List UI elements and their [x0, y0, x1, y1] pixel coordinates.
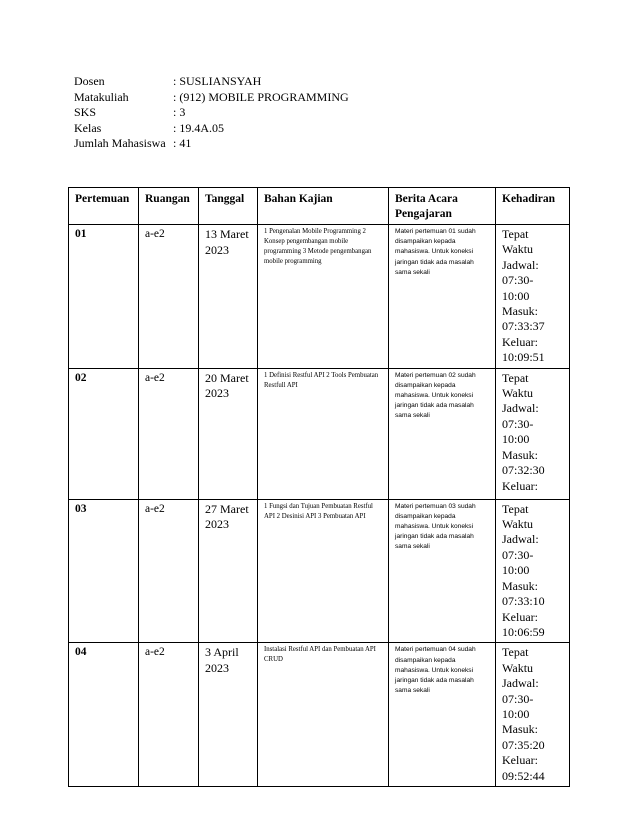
kehadiran-line: 07:33:37 — [502, 319, 545, 334]
kehadiran-line: Waktu — [502, 660, 534, 675]
info-row-matakuliah — [74, 90, 349, 106]
table-row — [69, 225, 570, 369]
col-header-tanggal: Tanggal — [199, 188, 258, 225]
kehadiran-line: 07:30- — [502, 416, 534, 431]
berita-acara-cell: Materi pertemuan 02 sudah disampaikan kepada mahasiswa. Untuk koneksi jaringan tidak ada masalah sama sekali — [389, 368, 496, 499]
kehadiran-line: Masuk: — [502, 447, 538, 462]
kehadiran-line: Masuk: — [502, 722, 538, 737]
ruangan-cell: a-e2 — [139, 368, 199, 499]
bahan-kajian-cell: 1 Definisi Restful API 2 Tools Pembuatan Restfull API — [258, 368, 389, 499]
kehadiran-line: Tepat — [502, 501, 529, 516]
ruangan-cell: a-e2 — [139, 499, 199, 643]
kehadiran-line: 07:30- — [502, 273, 534, 288]
kehadiran-line: Tepat — [502, 370, 529, 385]
pertemuan-cell: 02 — [69, 368, 139, 499]
jumlah-mahasiswa-value: : 41 — [173, 136, 192, 150]
jumlah-mahasiswa-label: Jumlah Mahasiswa — [74, 136, 166, 150]
kehadiran-line: 07:35:20 — [502, 737, 545, 752]
col-header-pertemuan: Pertemuan — [69, 188, 139, 225]
kehadiran-cell — [496, 499, 570, 643]
kehadiran-line: 09:52:44 — [502, 768, 545, 783]
pertemuan-cell: 04 — [69, 643, 139, 787]
col-header-bahan-kajian: Bahan Kajian — [258, 188, 389, 225]
kehadiran-line: Tepat — [502, 227, 529, 241]
kehadiran-line: Keluar: — [502, 753, 538, 768]
kehadiran-line: Masuk: — [502, 578, 538, 593]
kehadiran-cell — [496, 643, 570, 787]
info-row-jumlah-mahasiswa — [74, 136, 349, 152]
kehadiran-line: 07:30- — [502, 547, 534, 562]
kehadiran-line: 10:00 — [502, 288, 530, 303]
tanggal-cell: 3 April 2023 — [199, 643, 258, 787]
kehadiran-line: Tepat — [502, 645, 529, 660]
sks-value: : 3 — [173, 105, 186, 119]
kehadiran-line: Jadwal: — [502, 532, 539, 547]
table-row — [69, 643, 570, 787]
matakuliah-value: : (912) MOBILE PROGRAMMING — [173, 89, 349, 104]
kehadiran-line: Masuk: — [502, 304, 538, 319]
table-row — [69, 368, 570, 499]
tanggal-cell: 13 Maret 2023 — [199, 225, 258, 369]
berita-acara-cell: Materi pertemuan 01 sudah disampaikan kepada mahasiswa. Untuk koneksi jaringan tidak ada masalah sama sekali — [389, 225, 496, 369]
kehadiran-line: Waktu — [502, 386, 534, 401]
ruangan-cell: a-e2 — [139, 225, 199, 369]
pertemuan-cell: 01 — [69, 225, 139, 369]
kehadiran-line: Waktu — [502, 517, 534, 532]
table-row — [69, 499, 570, 643]
col-header-kehadiran: Kehadiran — [496, 188, 570, 225]
info-row-sks — [74, 105, 349, 121]
col-header-berita-acara: Berita Acara Pengajaran — [389, 188, 496, 225]
kehadiran-line: Jadwal: — [502, 401, 539, 416]
schedule-table — [68, 187, 570, 787]
kehadiran-line: Keluar: — [502, 609, 538, 624]
kehadiran-line: 10:00 — [502, 563, 530, 578]
table-header-row — [69, 188, 570, 225]
kehadiran-line: Keluar: — [502, 478, 538, 493]
berita-acara-cell: Materi pertemuan 03 sudah disampaikan kepada mahasiswa. Untuk koneksi jaringan tidak ada masalah sama sekali — [389, 499, 496, 643]
kehadiran-line: Jadwal: — [502, 676, 539, 691]
kelas-value: : 19.4A.05 — [173, 120, 224, 135]
col-header-ruangan: Ruangan — [139, 188, 199, 225]
tanggal-cell: 20 Maret 2023 — [199, 368, 258, 499]
info-row-kelas — [74, 121, 349, 137]
kehadiran-line: Jadwal: — [502, 257, 539, 272]
dosen-label: Dosen — [74, 74, 105, 88]
dosen-value: : SUSLIANSYAH — [173, 74, 262, 88]
matakuliah-label: Matakuliah — [74, 89, 129, 104]
pertemuan-cell: 03 — [69, 499, 139, 643]
bahan-kajian-cell: Instalasi Restful API dan Pembuatan API CRUD — [258, 643, 389, 787]
course-info — [74, 74, 349, 152]
kehadiran-line: 07:30- — [502, 691, 534, 706]
kehadiran-line: Waktu — [502, 242, 534, 257]
kehadiran-cell — [496, 225, 570, 369]
info-row-dosen — [74, 74, 349, 90]
sks-label: SKS — [74, 105, 97, 119]
tanggal-cell: 27 Maret 2023 — [199, 499, 258, 643]
kehadiran-line: 10:06:59 — [502, 624, 545, 639]
kehadiran-cell — [496, 368, 570, 499]
bahan-kajian-cell: 1 Pengenalan Mobile Programming 2 Konsep pengembangan mobile programming 3 Metode pengembangan mobile programming — [258, 225, 389, 369]
kehadiran-line: 07:33:10 — [502, 594, 545, 609]
ruangan-cell: a-e2 — [139, 643, 199, 787]
kehadiran-line: 10:00 — [502, 432, 530, 447]
berita-acara-cell: Materi pertemuan 04 sudah disampaikan kepada mahasiswa. Untuk koneksi jaringan tidak ada masalah sama sekali — [389, 643, 496, 787]
kehadiran-line: Keluar: — [502, 334, 538, 349]
kehadiran-line: 10:09:51 — [502, 350, 545, 365]
kehadiran-line: 07:32:30 — [502, 463, 545, 478]
kelas-label: Kelas — [74, 120, 102, 135]
kehadiran-line: 10:00 — [502, 706, 530, 721]
bahan-kajian-cell: 1 Fungsi dan Tujuan Pembuatan Restful API 2 Desinisi API 3 Pembuatan API — [258, 499, 389, 643]
